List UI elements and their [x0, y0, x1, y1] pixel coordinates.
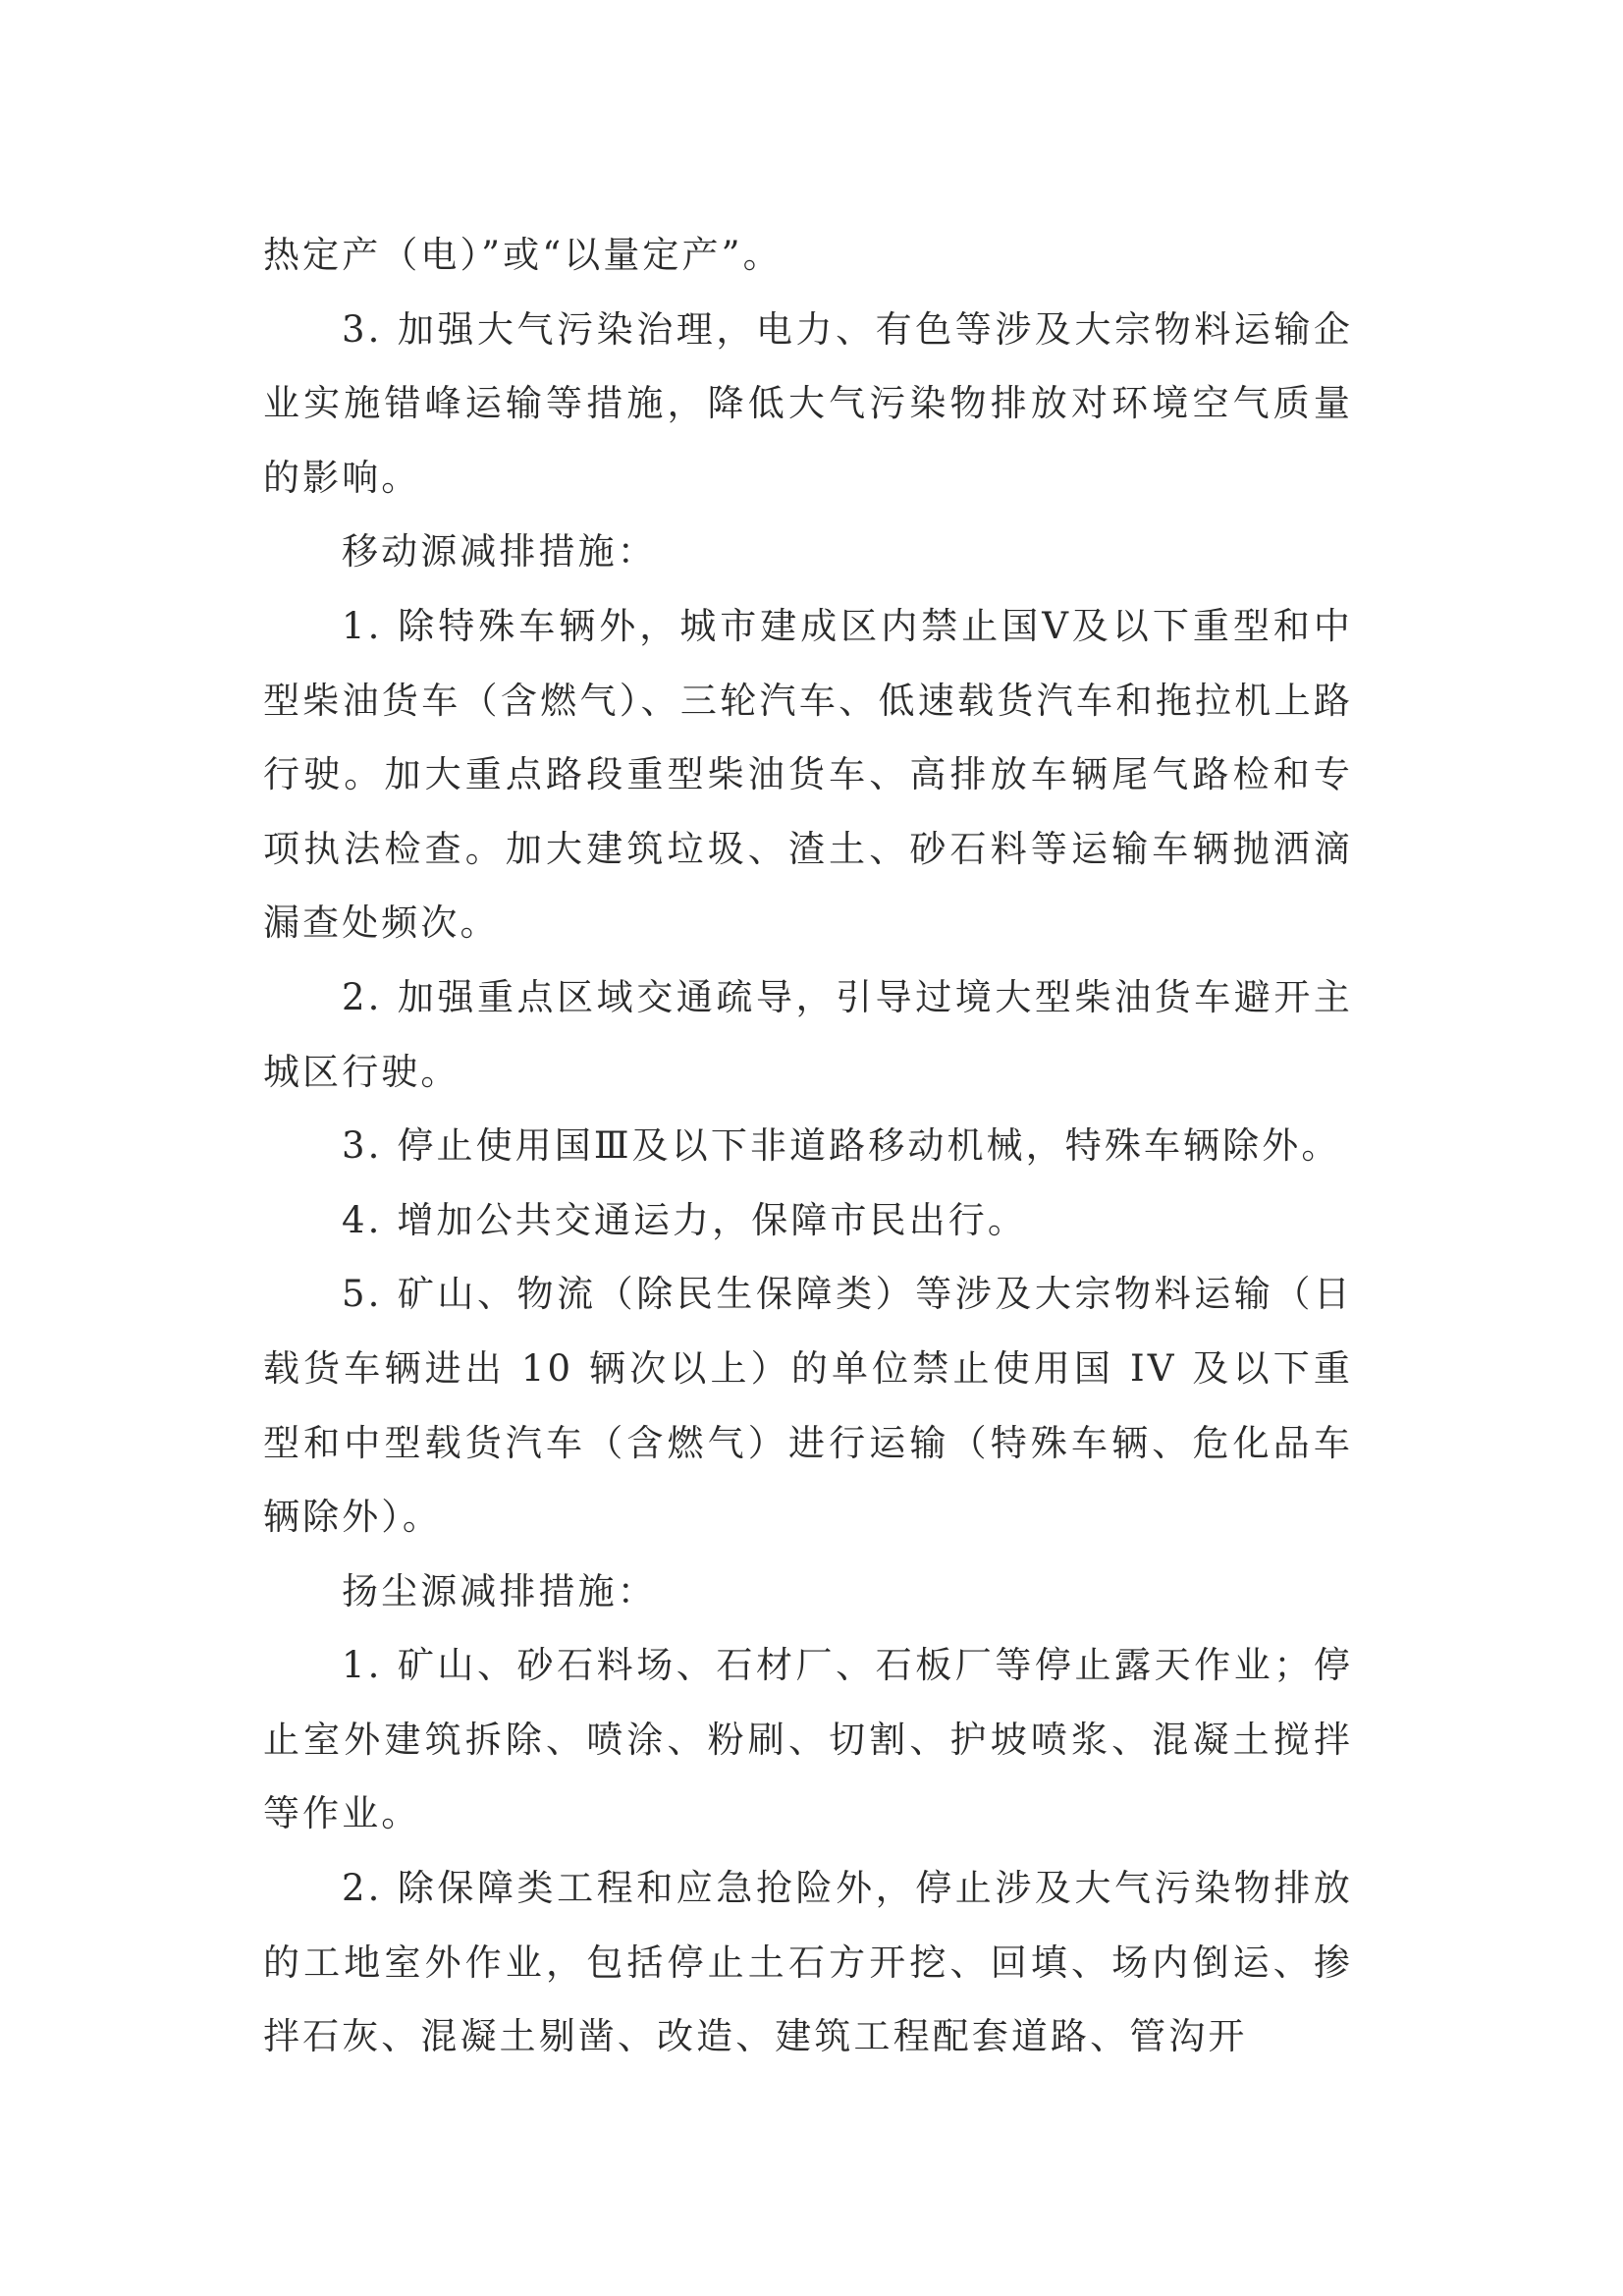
section-heading-dust-source: 扬尘源减排措施： — [342, 1569, 657, 1613]
paragraph-item-1-vehicles: 1. 除特殊车辆外，城市建成区内禁止国Ⅴ及以下重型和中型柴油货车（含燃气）、三轮汽车、低速载货汽车和拖拉机上路行驶。加大重点路段重型柴油货车、高排放车辆尾气路检和专项执法检查。加大建筑垃圾、渣土、砂石料等运输车辆抛洒滴漏查处频次。 — [263, 604, 1353, 945]
document-body — [263, 218, 1353, 2074]
paragraph-item-3-machinery: 3. 停止使用国Ⅲ及以下非道路移动机械，特殊车辆除外。 — [342, 1124, 1341, 1168]
paragraph-continuation: 热定产（电）”或“以量定产”。 — [263, 234, 783, 276]
paragraph-item-3-air-pollution: 3. 加强大气污染治理，电力、有色等涉及大宗物料运输企业实施错峰运输等措施，降低大气污染物排放对环境空气质量的影响。 — [263, 307, 1353, 499]
paragraph-item-2-construction: 2. 除保障类工程和应急抢险外，停止涉及大气污染物排放的工地室外作业，包括停止土石方开挖、回填、场内倒运、掺拌石灰、混凝土剔凿、改造、建筑工程配套道路、管沟开 — [263, 1867, 1353, 2058]
paragraph-item-2-traffic: 2. 加强重点区域交通疏导，引导过境大型柴油货车避开主城区行驶。 — [263, 975, 1353, 1093]
paragraph-item-4-public-transport: 4. 增加公共交通运力，保障市民出行。 — [342, 1198, 1027, 1241]
section-heading-mobile-source: 移动源减排措施： — [342, 530, 657, 574]
paragraph-item-1-quarries: 1. 矿山、砂石料场、石材厂、石板厂等停止露天作业；停止室外建筑拆除、喷涂、粉刷、切割、护坡喷浆、混凝土搅拌等作业。 — [263, 1644, 1353, 1835]
paragraph-item-5-logistics: 5. 矿山、物流（除民生保障类）等涉及大宗物料运输（日载货车辆进出 10 辆次以上）的单位禁止使用国 IV 及以下重型和中型载货汽车（含燃气）进行运输（特殊车辆、危化品车辆除外）。 — [263, 1273, 1353, 1539]
